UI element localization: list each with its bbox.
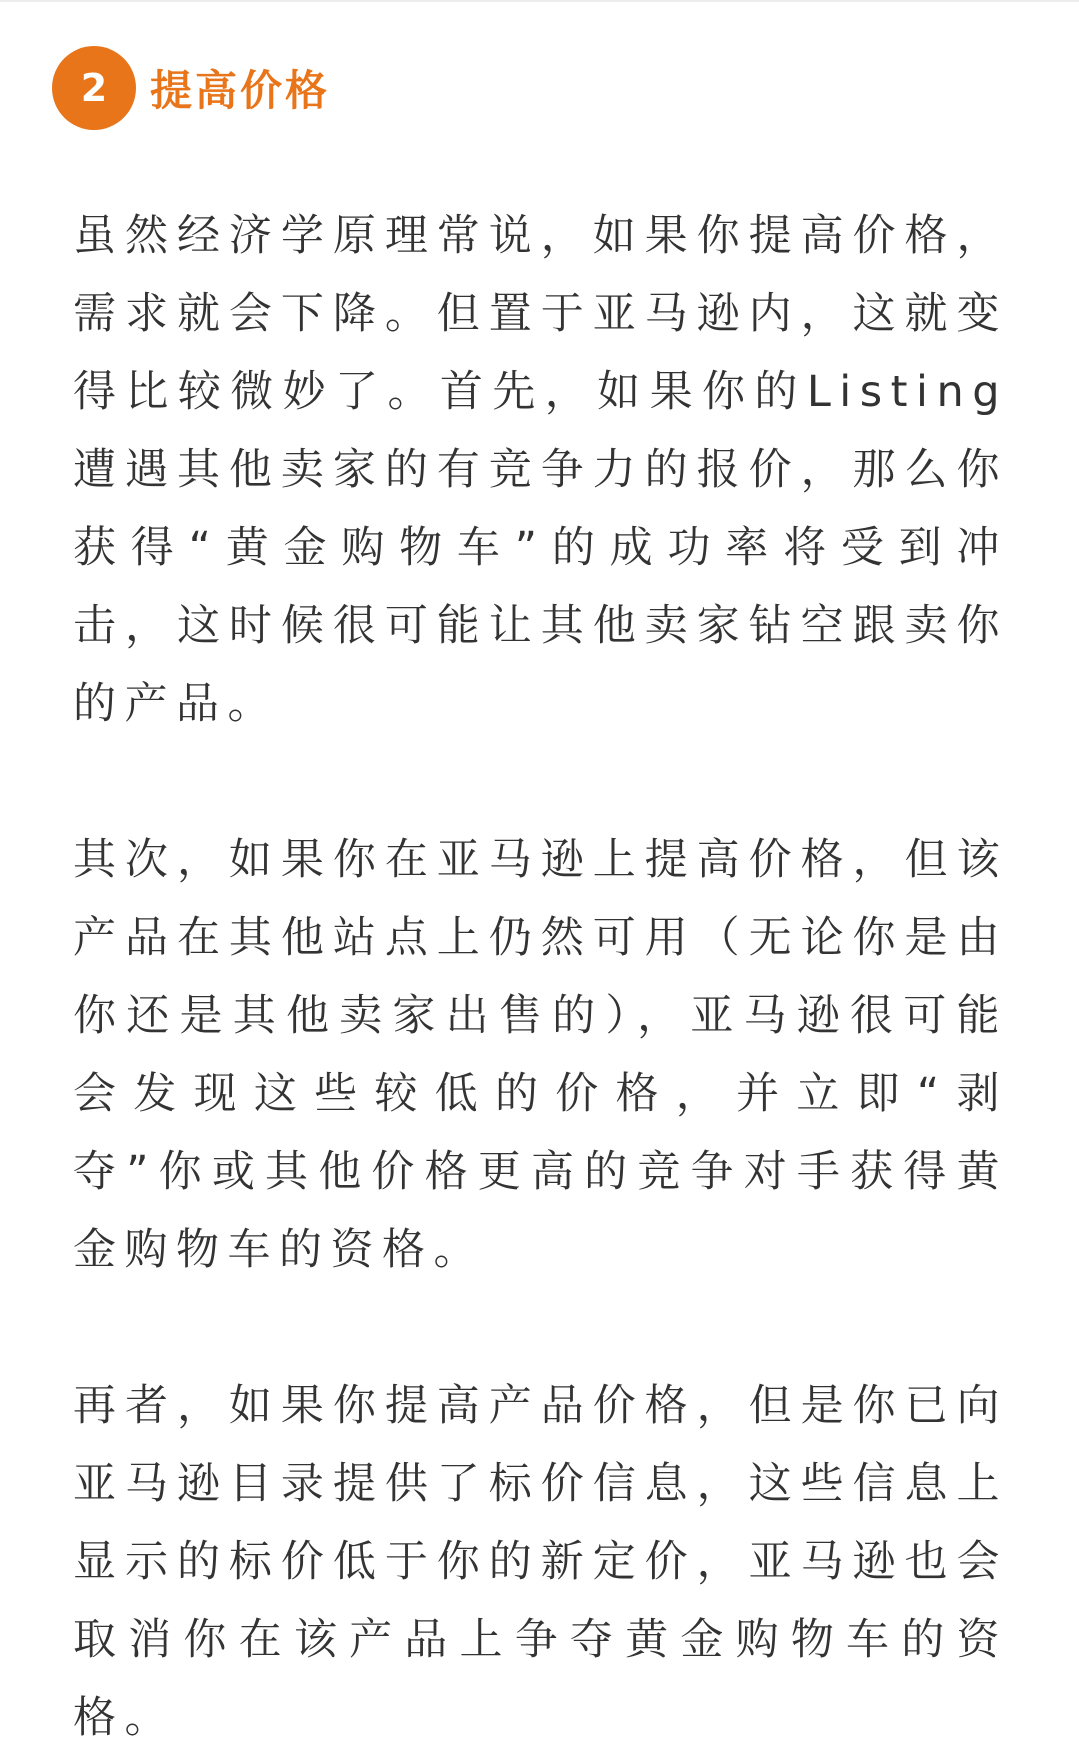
article-body	[73, 197, 1008, 1757]
section-title: 提高价格	[150, 66, 331, 115]
top-divider	[0, 0, 1079, 2]
section-number-badge: 2	[52, 46, 136, 130]
section-heading	[52, 44, 330, 132]
paragraph: 其次，如果你在亚马逊上提高价格，但该产品在其他站点上仍然可用（无论你是由你还是其他卖家出售的），亚马逊很可能会发现这些较低的价格，并立即“剥夺”你或其他价格更高的竞争对手获得黄金购物车的资格。	[73, 835, 1008, 1275]
paragraph: 再者，如果你提高产品价格，但是你已向亚马逊目录提供了标价信息，这些信息上显示的标价低于你的新定价，亚马逊也会取消你在该产品上争夺黄金购物车的资格。	[73, 1381, 1008, 1743]
paragraph: 虽然经济学原理常说，如果你提高价格，需求就会下降。但置于亚马逊内，这就变得比较微妙了。首先，如果你的Listing遭遇其他卖家的有竞争力的报价，那么你获得“黄金购物车”的成功率将受到冲击，这时候很可能让其他卖家钻空跟卖你的产品。	[73, 211, 1008, 729]
